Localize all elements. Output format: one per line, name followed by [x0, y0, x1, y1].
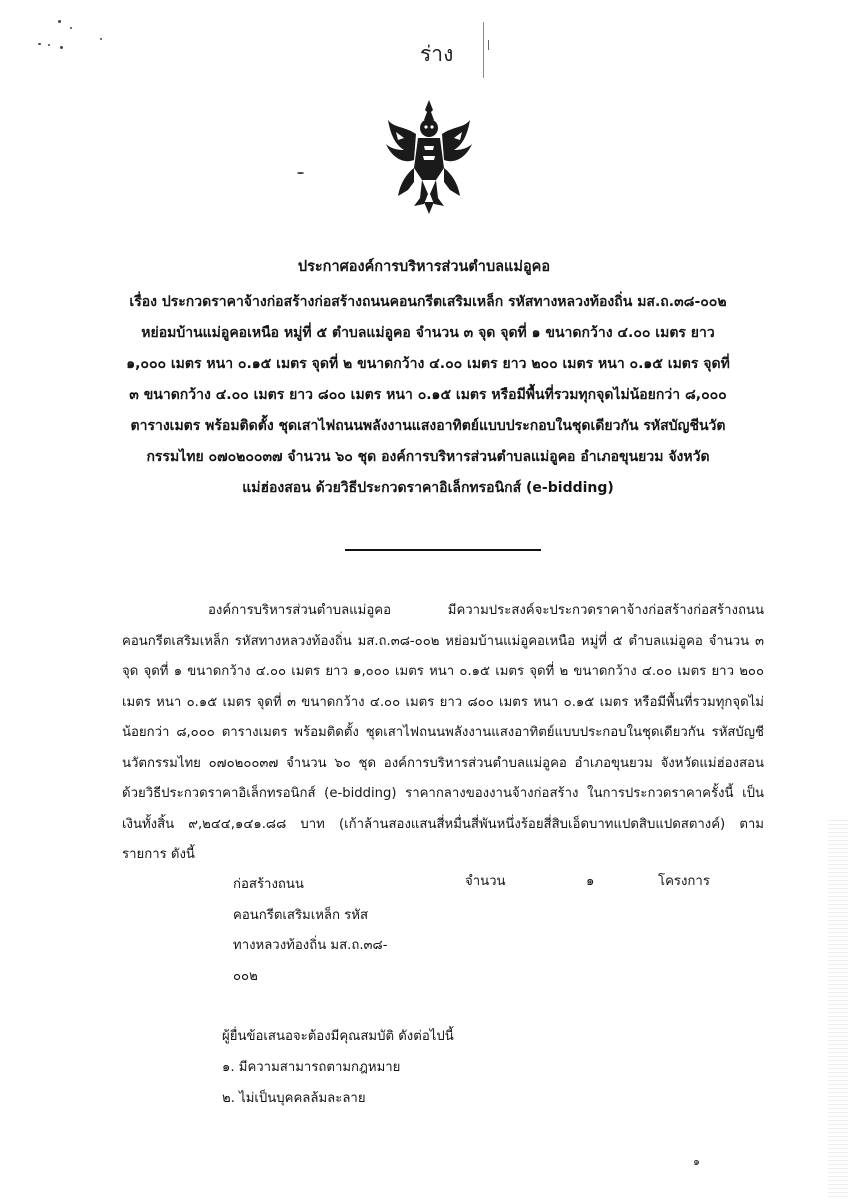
subject-line: ๓ ขนาดกว้าง ๔.๐๐ เมตร ยาว ๘๐๐ เมตร หนา ๐.๑๕ เมตร หรือมีพื้นที่รวมทุกจุดไม่น้อยกว่า ๘,๐๐๐	[129, 387, 727, 403]
scan-speck	[58, 20, 61, 23]
item-description-line: คอนกรีตเสริมเหล็ก รหัส	[233, 907, 369, 923]
body-paragraph	[122, 596, 764, 871]
scan-speck	[48, 44, 50, 46]
subject-line: แม่ฮ่องสอน ด้วยวิธีประกวดราคาอิเล็กทรอนิกส์ (e-bidding)	[242, 480, 614, 496]
body-paragraph-text: องค์การบริหารส่วนตำบลแม่อูคอ มีความประสงค์จะประกวดราคาจ้างก่อสร้างก่อสร้างถนนคอนกรีตเสริมเหล็ก รหัสทางหลวงท้องถิ่น มส.ถ.๓๘-๐๐๒ หย่อมบ้านแม่อูคอเหนือ หมู่ที่ ๕ ตำบลแม่อูคอ จำนวน ๓ จุด จุดที่ ๑ ขนาดกว้าง ๔.๐๐ เมตร ยาว ๑,๐๐๐ เมตร หนา ๐.๑๕ เมตร จุดที่ ๒ ขนาดกว้าง ๔.๐๐ เมตร ยาว ๒๐๐ เมตร หนา ๐.๑๕ เมตร จุดที่ ๓ ขนาดกว้าง ๔.๐๐ เมตร ยาว ๘๐๐ เมตร หนา ๐.๑๕ เมตร หรือมีพื้นที่รวมทุกจุดไม่น้อยกว่า ๘,๐๐๐ ตารางเมตร พร้อมติดตั้ง ชุดเสาไฟถนนพลังงานแสงอาทิตย์แบบประกอบในชุดเดียวกัน รหัสบัญชีนวัตกรรมไทย ๐๗๐๒๐๐๓๗ จำนวน ๖๐ ชุด องค์การบริหารส่วนตำบลแม่อูคอ อำเภอขุนยวม จังหวัดแม่ฮ่องสอน ด้วยวิธีประกวดราคาอิเล็กทรอนิกส์ (e-bidding) ราคากลางของงานจ้างก่อสร้าง ในการประกวดราคาครั้งนี้ เป็นเงินทั้งสิ้น ๙,๒๔๔,๑๔๑.๘๘ บาท (เก้าล้านสองแสนสี่หมื่นสี่พันหนึ่งร้อยสี่สิบเอ็ดบาทแปดสิบแปดสตางค์) ตามรายการ ดังนี้	[122, 603, 764, 862]
subject-line: กรรมไทย ๐๗๐๒๐๐๓๗ จำนวน ๖๐ ชุด องค์การบริหารส่วนตำบลแม่อูคอ อำเภอขุนยวม จังหวัด	[146, 449, 710, 465]
announcement-subject	[118, 287, 738, 504]
item-description	[233, 870, 387, 992]
scan-speck	[60, 46, 63, 49]
scan-speck	[38, 43, 41, 45]
qualification-item: ๒. ไม่เป็นบุคคลล้มละลาย	[222, 1091, 366, 1106]
qualification-item: ๑. มีความสามารถตามกฎหมาย	[222, 1060, 401, 1075]
scan-speck	[70, 27, 72, 29]
quantity-label: จำนวน	[465, 874, 506, 889]
quantity-value: ๑	[586, 874, 595, 889]
item-description-line: ทางหลวงท้องถิ่น มส.ถ.๓๘-	[233, 938, 388, 953]
garuda-emblem-icon	[384, 98, 474, 216]
scan-line	[483, 22, 484, 78]
subject-line: เรื่อง ประกวดราคาจ้างก่อสร้างก่อสร้างถนนคอนกรีตเสริมเหล็ก รหัสทางหลวงท้องถิ่น มส.ถ.๓๘-๐๐๒	[129, 294, 727, 310]
announcement-title: ประกาศองค์การบริหารส่วนตำบลแม่อูคอ	[297, 259, 551, 275]
qualifications	[222, 1021, 454, 1114]
scan-line	[488, 40, 489, 50]
scan-speck	[100, 38, 102, 40]
subject-line: ตารางเมตร พร้อมติดตั้ง ชุดเสาไฟถนนพลังงานแสงอาทิตย์แบบประกอบในชุดเดียวกัน รหัสบัญชีนวัต	[130, 418, 726, 434]
subject-line: หย่อมบ้านแม่อูคอเหนือ หมู่ที่ ๕ ตำบลแม่อูคอ จำนวน ๓ จุด จุดที่ ๑ ขนาดกว้าง ๔.๐๐ เมตร ยาว	[141, 325, 715, 341]
page-mark: ๑	[693, 1155, 700, 1168]
scan-edge	[828, 820, 848, 1200]
scan-speck	[297, 172, 304, 174]
item-description-line: ก่อสร้างถนน	[233, 877, 304, 892]
item-description-line: ๐๐๒	[233, 968, 258, 984]
quantity-unit: โครงการ	[658, 874, 710, 889]
subject-line: ๑,๐๐๐ เมตร หนา ๐.๑๕ เมตร จุดที่ ๒ ขนาดกว้าง ๔.๐๐ เมตร ยาว ๒๐๐ เมตร หนา ๐.๑๕ เมตร จุดที่	[126, 356, 730, 372]
qualifications-intro: ผู้ยื่นข้อเสนอจะต้องมีคุณสมบัติ ดังต่อไปนี้	[222, 1029, 454, 1044]
draft-label: ร่าง	[420, 42, 454, 66]
divider-line	[345, 549, 541, 551]
